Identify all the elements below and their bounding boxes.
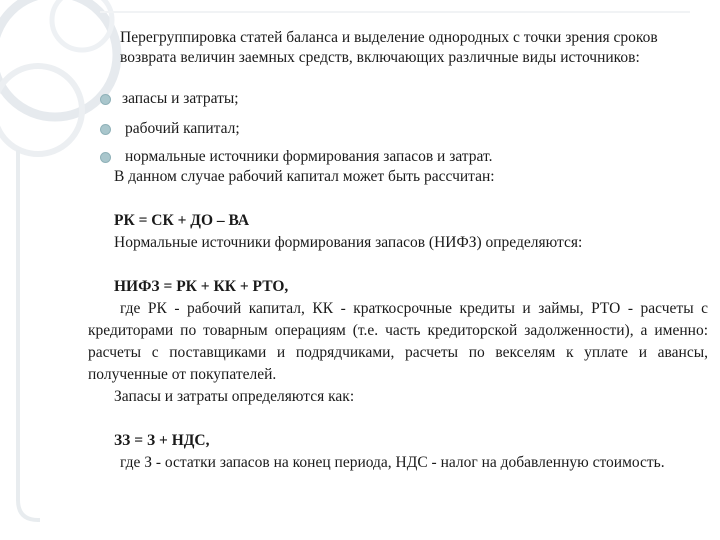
bullet-text: нормальные источники формирования запасов и затрат. [125, 148, 493, 165]
bullet-item-reserves [100, 88, 239, 110]
bullet-dot-icon [100, 124, 111, 135]
formula-rk: РК = СК + ДО – ВА [114, 212, 250, 229]
zz-explanation: где З - остатки запасов на конец периода, НДС - налог на добавленную стоимость. [120, 454, 665, 471]
bullet-text: запасы и затраты; [122, 90, 239, 107]
bullet-dot-icon [100, 152, 111, 163]
zz-intro-line: Запасы и затраты определяются как: [114, 388, 355, 405]
formula-zz: ЗЗ = З + НДС, [114, 432, 210, 449]
intro-paragraph: Перегруппировка статей баланса и выделение однородных с точки зрения сроков возврата величин заемных средств, включающих различные виды источников: [120, 29, 658, 66]
bullet-dot-icon [100, 94, 111, 105]
rk-intro-line: В данном случае рабочий капитал может быть рассчитан: [114, 168, 495, 185]
nifz-explanation: где РК - рабочий капитал, КК - краткосрочные кредиты и займы, РТО - расчеты с кредиторами по товарным операциям (т.е. часть кредиторской задолженности), а именно: расчеты с поставщиками и подрядчиками, расчеты по векселям к уплате и авансы, полученные от покупателей. [88, 300, 708, 383]
bullet-item-working-capital [100, 118, 240, 140]
nifz-intro-line: Нормальные источники формирования запасов (НИФЗ) определяются: [114, 234, 583, 251]
bullet-item-normal-sources [100, 146, 492, 168]
formula-nifz: НИФЗ = РК + КК + РТО, [114, 278, 289, 295]
bullet-text: рабочий капитал; [125, 120, 240, 137]
